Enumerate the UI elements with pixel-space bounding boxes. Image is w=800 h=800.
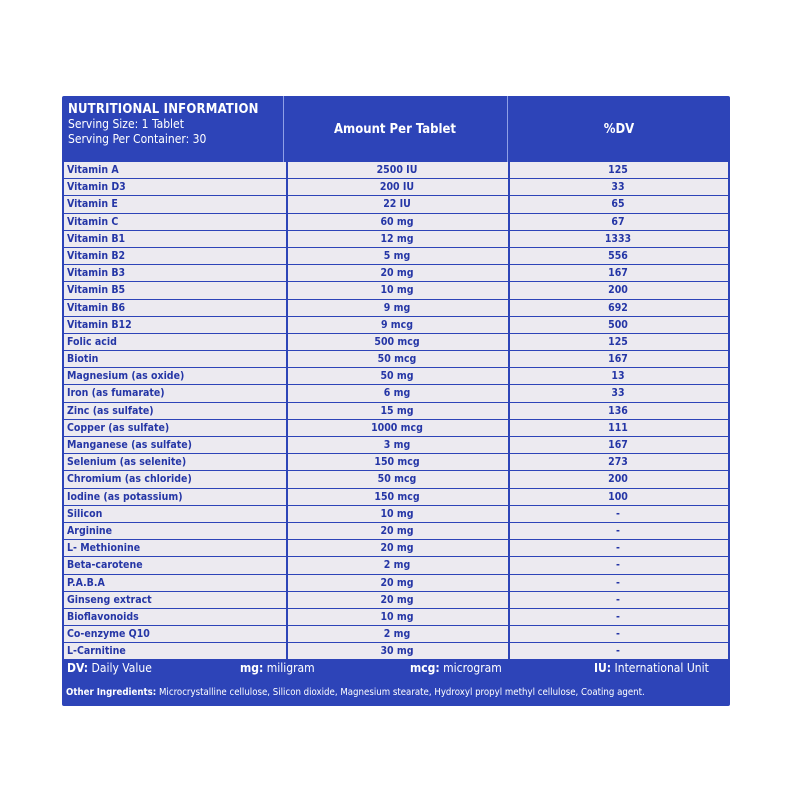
nutrient-amount: 30 mg [286,643,508,659]
nutrient-dv: 500 [508,317,728,333]
nutrient-dv: - [508,506,728,522]
table-row [64,454,728,470]
other-ingredients-text: Microcrystalline cellulose, Silicon dioxide, Magnesium stearate, Hydroxyl propyl methyl cellulose, Coating agent. [158,687,645,698]
nutrient-amount: 2500 IU [286,162,508,178]
table-row [64,300,728,316]
nutrient-amount: 200 IU [286,179,508,195]
nutrient-dv: - [508,609,728,625]
table-row [64,540,728,556]
nutrient-amount: 5 mg [286,248,508,264]
nutrient-name: Silicon [67,507,103,520]
nutrient-amount: 2 mg [286,626,508,642]
table-row [64,420,728,436]
table-row [64,248,728,264]
nutrient-dv: 167 [508,351,728,367]
nutrient-dv: - [508,575,728,591]
nutrient-amount: 3 mg [286,437,508,453]
nutrient-name: Vitamin B12 [67,318,132,331]
table-row [64,523,728,539]
nutrient-name: Vitamin B3 [67,267,126,280]
nutrient-dv: - [508,592,728,608]
nutrient-name: Iron (as fumarate) [67,387,165,400]
nutrient-amount: 50 mcg [286,351,508,367]
legend-iu: IU: International Unit [594,661,709,675]
nutrient-amount: 10 mg [286,506,508,522]
nutrient-amount: 12 mg [286,231,508,247]
nutrient-name: Bioflavonoids [67,610,139,623]
nutrient-name: Vitamin E [67,198,118,211]
nutrient-amount: 20 mg [286,540,508,556]
nutrient-name: Biotin [67,353,99,366]
table-row [64,575,728,591]
nutrient-dv: 67 [508,214,728,230]
nutrient-amount: 10 mg [286,609,508,625]
table-row [64,231,728,247]
nutrient-name: Vitamin B5 [67,284,126,297]
column-header-dv: %DV [603,121,635,137]
nutrient-dv: 692 [508,300,728,316]
legend-mcg: mcg: microgram [410,661,502,675]
table-row [64,437,728,453]
table-row [64,471,728,487]
legend-mg: mg: miligram [240,661,315,675]
nutrient-amount: 500 mcg [286,334,508,350]
nutrient-dv: 167 [508,437,728,453]
nutrient-dv: 65 [508,196,728,212]
nutrient-amount: 50 mg [286,368,508,384]
nutrient-amount: 22 IU [286,196,508,212]
nutrient-name: Iodine (as potassium) [67,490,183,503]
column-header-amount: Amount Per Tablet [333,121,457,137]
nutrient-name: Co-enzyme Q10 [67,628,150,641]
servings-per-container: Serving Per Container: 30 [68,132,207,146]
nutrient-amount: 60 mg [286,214,508,230]
nutrient-amount: 10 mg [286,282,508,298]
table-row [64,506,728,522]
nutrient-dv: 33 [508,385,728,401]
nutrient-dv: 200 [508,282,728,298]
table-row [64,162,728,178]
nutrient-amount: 15 mg [286,403,508,419]
nutrient-dv: 125 [508,162,728,178]
nutrient-name: Vitamin C [67,215,119,228]
nutrient-name: Copper (as sulfate) [67,421,170,434]
nutrient-amount: 50 mcg [286,471,508,487]
nutrient-dv: - [508,626,728,642]
nutrient-name: Ginseng extract [67,593,152,606]
units-legend [62,655,730,681]
nutrient-dv: 167 [508,265,728,281]
table-row [64,179,728,195]
nutrient-dv: 273 [508,454,728,470]
nutrient-name: L- Methionine [67,542,141,555]
nutrient-name: Chromium (as chloride) [67,473,192,486]
nutrient-dv: - [508,523,728,539]
table-row [64,592,728,608]
table-row [64,334,728,350]
nutrient-name: L-Carnitine [67,645,126,658]
nutrient-name: Vitamin B2 [67,249,126,262]
nutrient-amount: 2 mg [286,557,508,573]
table-row [64,403,728,419]
nutrient-dv: 100 [508,489,728,505]
nutrient-dv: 556 [508,248,728,264]
table-row [64,317,728,333]
table-row [64,351,728,367]
nutrient-dv: 200 [508,471,728,487]
serving-size: Serving Size: 1 Tablet [68,117,184,131]
nutrient-amount: 20 mg [286,575,508,591]
table-header [62,96,730,162]
nutrient-name: Vitamin D3 [67,181,126,194]
nutrient-dv: - [508,643,728,659]
table-row [64,368,728,384]
nutrient-name: Zinc (as sulfate) [67,404,154,417]
table-row [64,196,728,212]
table-row [64,265,728,281]
nutrient-name: Folic acid [67,335,117,348]
nutrient-dv: 111 [508,420,728,436]
nutrient-name: Arginine [67,524,113,537]
nutrient-dv: - [508,557,728,573]
nutrient-table-body [64,162,728,660]
label-title: NUTRITIONAL INFORMATION [68,102,259,117]
nutrient-name: Beta-carotene [67,559,143,572]
nutrition-label [62,96,730,706]
table-row [64,626,728,642]
other-ingredients [66,683,730,703]
nutrient-dv: 33 [508,179,728,195]
table-row [64,609,728,625]
nutrient-amount: 150 mcg [286,454,508,470]
nutrient-amount: 9 mg [286,300,508,316]
table-row [64,557,728,573]
nutrient-name: Magnesium (as oxide) [67,370,185,383]
table-row [64,282,728,298]
nutrient-name: Vitamin B1 [67,232,126,245]
nutrient-dv: - [508,540,728,556]
nutrient-amount: 20 mg [286,265,508,281]
nutrient-name: P.A.B.A [67,576,105,589]
nutrient-name: Manganese (as sulfate) [67,439,193,451]
nutrient-amount: 150 mcg [286,489,508,505]
table-row [64,214,728,230]
nutrient-amount: 9 mcg [286,317,508,333]
nutrient-dv: 125 [508,334,728,350]
nutrient-amount: 6 mg [286,385,508,401]
nutrient-dv: 136 [508,403,728,419]
nutrient-amount: 20 mg [286,523,508,539]
nutrient-name: Vitamin A [67,164,119,176]
nutrient-name: Selenium (as selenite) [67,456,187,469]
legend-dv: DV: Daily Value [67,661,152,675]
other-ingredients-label: Other Ingredients: [66,687,157,698]
table-row [64,385,728,401]
table-row [64,489,728,505]
header-info [68,102,280,147]
nutrient-amount: 1000 mcg [286,420,508,436]
nutrient-dv: 1333 [508,231,728,247]
nutrient-amount: 20 mg [286,592,508,608]
nutrient-name: Vitamin B6 [67,301,126,314]
nutrient-dv: 13 [508,368,728,384]
